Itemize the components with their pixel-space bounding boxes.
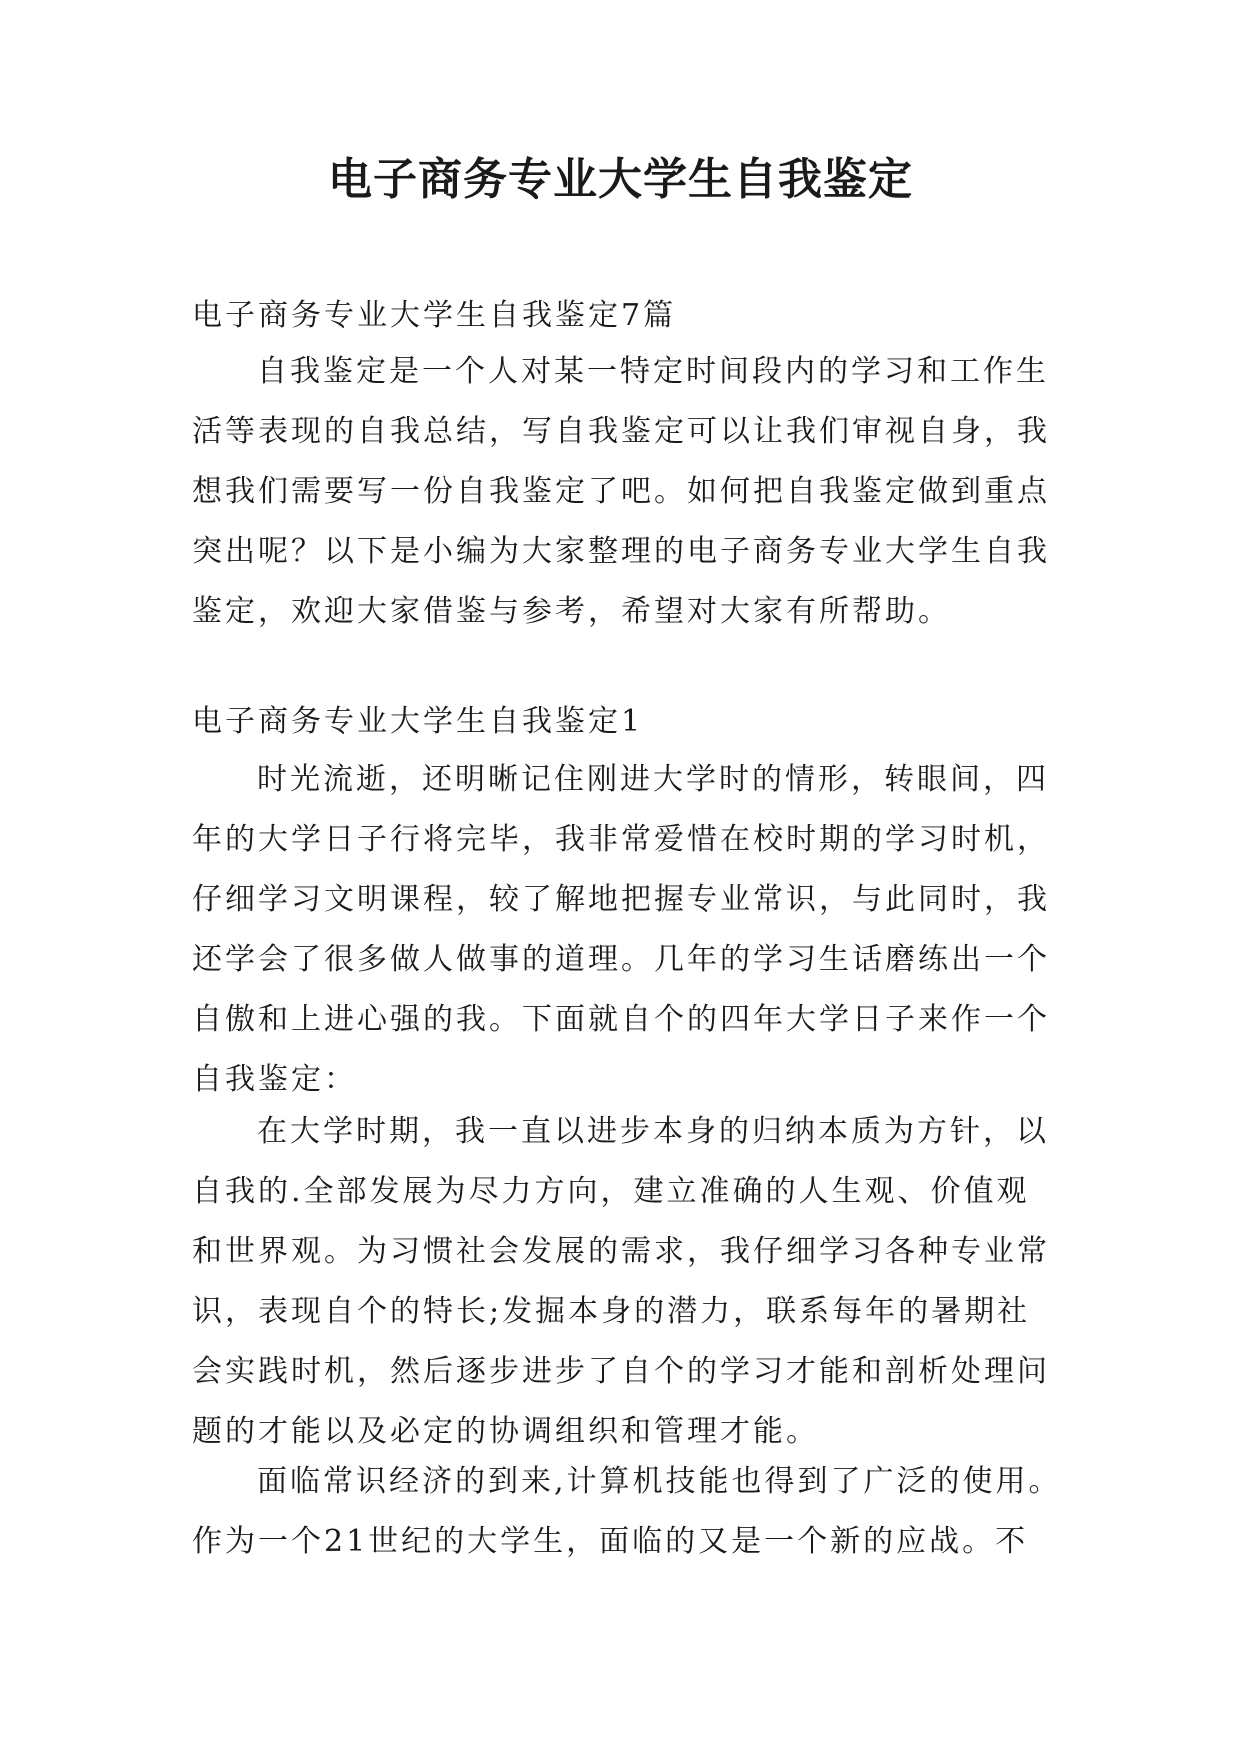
intro-paragraph: 自我鉴定是一个人对某一特定时间段内的学习和工作生活等表现的自我总结，写自我鉴定可以让我们审视自身，我想我们需要写一份自我鉴定了吧。如何把自我鉴定做到重点突出呢？以下是小编为大家整理的电子商务专业大学生自我鉴定，欢迎大家借鉴与参考，希望对大家有所帮助。 — [192, 354, 1050, 629]
section-heading-1: 电子商务专业大学生自我鉴定1 — [192, 704, 644, 739]
body-paragraph: 时光流逝，还明晰记住刚进大学时的情形，转眼间，四年的大学日子行将完毕，我非常爱惜在校时期的学习时机，仔细学习文明课程，较了解地把握专业常识，与此同时，我还学会了很多做人做事的道理。几年的学习生话磨练出一个自傲和上进心强的我。下面就自个的四年大学日子来作一个自我鉴定： — [192, 762, 1050, 1097]
body-paragraph: 在大学时期，我一直以进步本身的归纳本质为方针，以自我的.全部发展为尽力方向，建立准确的人生观、价值观和世界观。为习惯社会发展的需求，我仔细学习各种专业常识，表现自个的特长;发掘本身的潜力，联系每年的暑期社会实践时机，然后逐步进步了自个的学习才能和剖析处理问题的才能以及必定的协调组织和管理才能。 — [192, 1114, 1050, 1449]
page-title: 电子商务专业大学生自我鉴定 — [328, 154, 913, 205]
body-paragraph: 面临常识经济的到来,计算机技能也得到了广泛的使用。作为一个21世纪的大学生，面临的又是一个新的应战。不 — [192, 1464, 1062, 1559]
document-subtitle: 电子商务专业大学生自我鉴定7篇 — [192, 298, 677, 333]
